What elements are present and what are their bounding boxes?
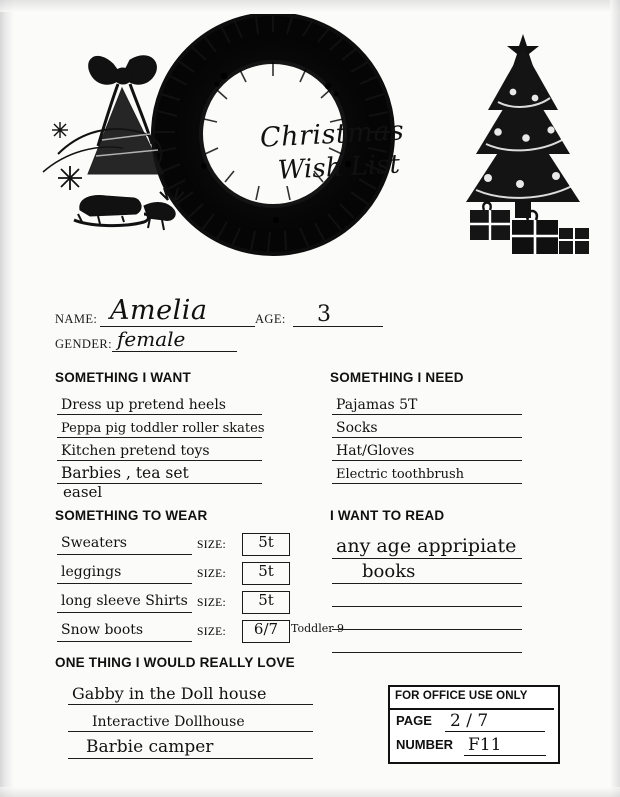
read-item-1: any age appripiate (336, 535, 517, 557)
want-item-4: Barbies , tea set (61, 464, 189, 482)
wear-row-4 (57, 620, 357, 644)
section-heading-something-i-need: SOMETHING I NEED (330, 370, 464, 385)
want-line-3 (57, 438, 262, 461)
for-office-use-only-box (388, 685, 560, 764)
really-love-item-3: Barbie camper (86, 737, 214, 757)
want-lines (57, 392, 265, 484)
need-item-2: Socks (336, 420, 378, 436)
want-item-1: Dress up pretend heels (61, 397, 226, 413)
scan-edge-left (0, 0, 14, 797)
want-line-1 (57, 392, 262, 415)
wear-size-value-3: 5t (258, 591, 274, 609)
age-underline (293, 326, 383, 327)
need-line-4 (332, 461, 522, 484)
office-number-value: F11 (468, 735, 502, 755)
title-line-2: Wish List (277, 149, 401, 186)
wear-size-label-2: SIZE: (197, 568, 226, 580)
read-line-1 (332, 532, 522, 559)
wear-size-value-2: 5t (258, 562, 274, 580)
want-item-3: Kitchen pretend toys (61, 443, 210, 459)
office-number-underline (464, 755, 546, 756)
gender-row (55, 327, 355, 355)
christmas-tree-icon (466, 34, 589, 254)
wear-row-1 (57, 533, 357, 557)
section-heading-something-i-want: SOMETHING I WANT (55, 370, 191, 385)
need-line-2 (332, 415, 522, 438)
wear-item-4-underline (57, 641, 192, 642)
need-item-1: Pajamas 5T (336, 397, 418, 413)
header-illustration (18, 14, 608, 274)
wear-item-4: Snow boots (61, 622, 144, 638)
office-page-value: 2 / 7 (450, 711, 489, 731)
read-lines (332, 532, 522, 653)
wear-size-box-3 (242, 591, 290, 614)
name-value: Amelia (110, 295, 208, 326)
age-label: AGE: (255, 312, 286, 326)
really-love-lines (68, 678, 313, 759)
read-line-3 (332, 584, 522, 607)
scan-edge-bottom (0, 787, 620, 797)
want-line-4 (57, 461, 262, 484)
office-box-title: FOR OFFICE USE ONLY (395, 690, 528, 702)
section-heading-something-to-wear: SOMETHING TO WEAR (55, 508, 208, 523)
really-love-line-2 (68, 705, 313, 732)
need-item-4: Electric toothbrush (336, 467, 465, 482)
wear-item-2-underline (57, 583, 192, 584)
office-box-separator (390, 708, 554, 710)
read-item-2: books (362, 561, 416, 582)
wear-size-extra-4: Toddler 9 (291, 622, 344, 635)
scan-edge-right (610, 0, 620, 797)
wear-size-value-4: 6/7 (253, 620, 279, 638)
office-page-label: PAGE (396, 713, 432, 728)
read-line-4 (332, 607, 522, 630)
wear-row-3 (57, 591, 357, 615)
scan-edge-top (0, 0, 620, 12)
want-line-2 (57, 415, 265, 438)
wear-size-label-1: SIZE: (197, 539, 226, 551)
need-line-1 (332, 392, 522, 415)
age-value: 3 (317, 302, 331, 327)
read-line-2 (332, 559, 522, 584)
gender-underline (112, 351, 237, 352)
office-number-label: NUMBER (396, 737, 454, 752)
section-heading-one-thing-i-would-really-love: ONE THING I WOULD REALLY LOVE (55, 655, 295, 670)
wear-size-box-4 (242, 620, 290, 643)
wear-item-3: long sleeve Shirts (61, 593, 188, 609)
need-line-3 (332, 438, 522, 461)
want-item-5-overflow: easel (63, 483, 103, 501)
section-heading-i-want-to-read: I WANT TO READ (330, 508, 445, 523)
want-item-2: Peppa pig toddler roller skates (61, 421, 265, 436)
need-item-3: Hat/Gloves (336, 443, 415, 459)
wear-rows (57, 533, 357, 638)
read-line-5 (332, 630, 522, 653)
name-age-row (55, 295, 405, 328)
office-page-underline (445, 731, 545, 732)
wear-size-label-3: SIZE: (197, 597, 226, 609)
wear-size-value-1: 5t (258, 533, 274, 551)
title-line-1: Christmas (259, 115, 405, 154)
really-love-item-1: Gabby in the Doll house (72, 684, 267, 703)
wear-size-box-2 (242, 562, 290, 585)
wear-size-box-1 (242, 533, 290, 556)
really-love-item-2: Interactive Dollhouse (92, 714, 245, 730)
really-love-line-1 (68, 678, 313, 705)
wear-size-label-4: SIZE: (197, 626, 226, 638)
wear-item-1-underline (57, 554, 192, 555)
wear-item-3-underline (57, 612, 192, 613)
really-love-line-3 (68, 732, 313, 759)
need-lines (332, 392, 522, 484)
page-title (241, 114, 424, 188)
wear-row-2 (57, 562, 357, 586)
wear-item-2: leggings (61, 564, 122, 580)
gender-label: GENDER: (55, 337, 112, 351)
wear-item-1: Sweaters (61, 535, 127, 551)
name-label: NAME: (55, 312, 98, 326)
gender-value: female (117, 327, 186, 351)
